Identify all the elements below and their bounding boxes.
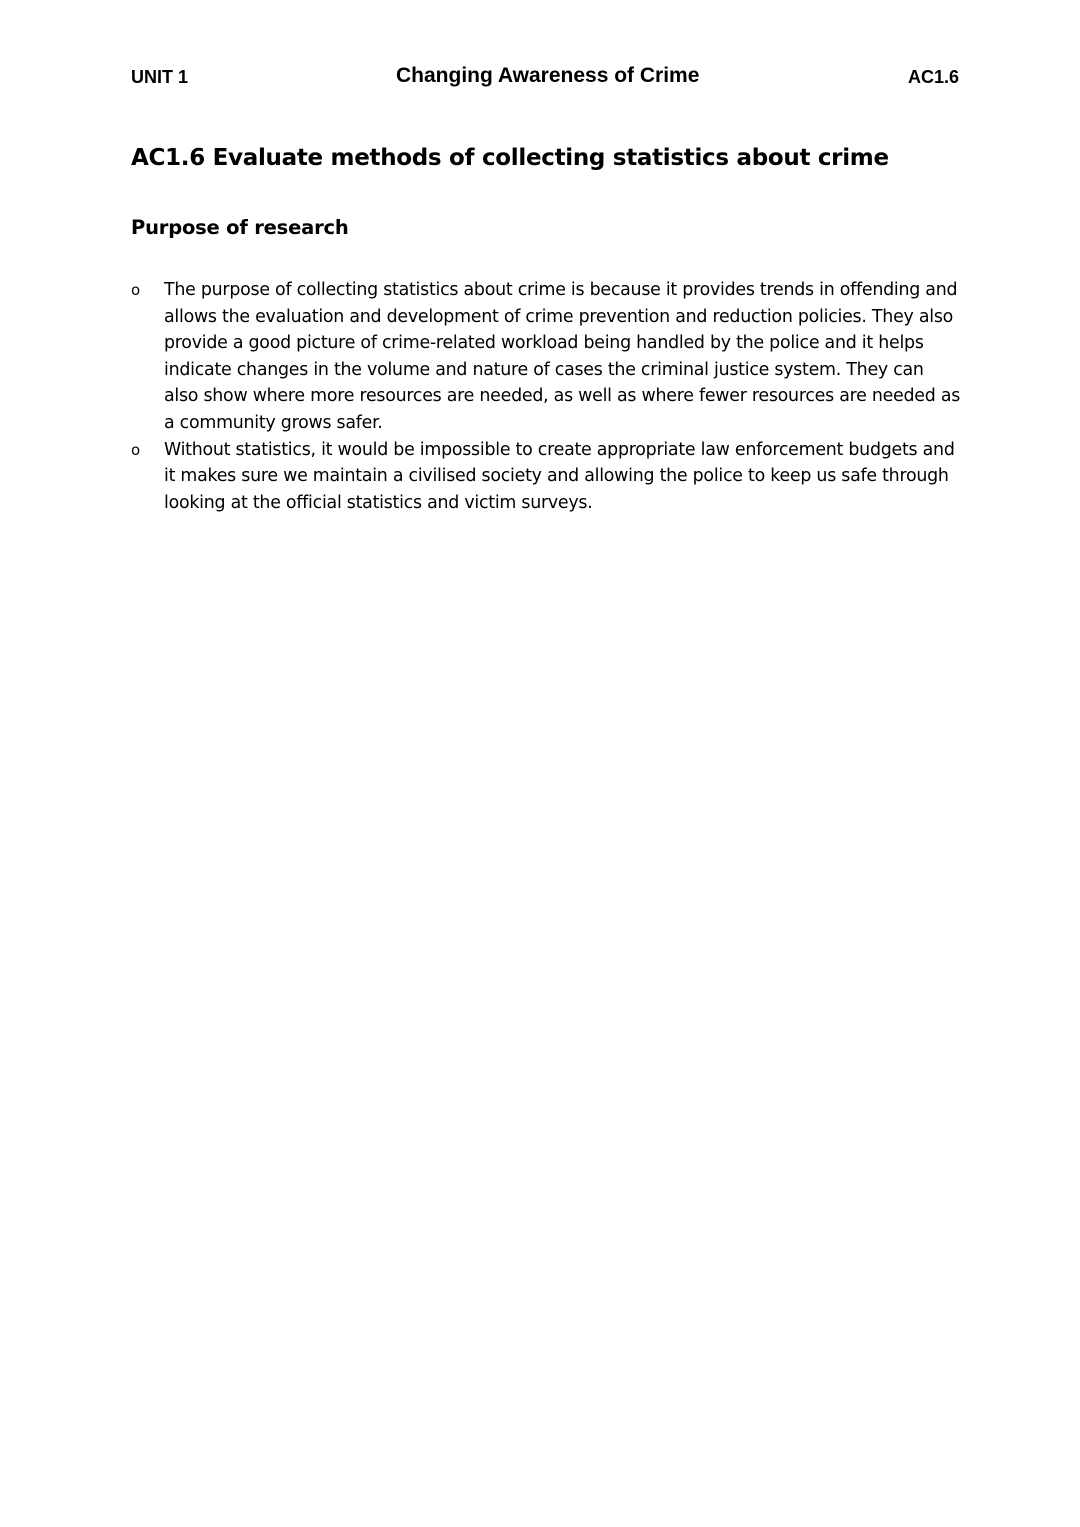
- list-item: [131, 437, 961, 517]
- bullet-text: The purpose of collecting statistics about crime is because it provides trends in offending and allows the evaluation and development of crime prevention and reduction policies. They also provide a good picture of crime-related workload being handled by the police and it helps indicate changes in the volume and nature of cases the criminal justice system. They can also show where more resources are needed, as well as where fewer resources are needed as a community grows safer.: [164, 280, 961, 433]
- bullet-marker: o: [131, 440, 140, 459]
- header-topic: Changing Awareness of Crime: [396, 64, 700, 87]
- header-code: AC1.6: [907, 67, 959, 87]
- section-heading: Purpose of research: [131, 216, 349, 239]
- list-item: [131, 277, 961, 437]
- bullet-text: Without statistics, it would be impossible to create appropriate law enforcement budgets and it makes sure we maintain a civilised society and allowing the police to keep us safe through looking at the official statistics and victim surveys.: [164, 439, 955, 513]
- page-header: [131, 64, 959, 92]
- page-title: AC1.6 Evaluate methods of collecting statistics about crime: [131, 145, 889, 171]
- bullet-marker: o: [131, 281, 140, 299]
- header-unit: UNIT 1: [131, 67, 189, 87]
- bullet-list: [131, 277, 961, 516]
